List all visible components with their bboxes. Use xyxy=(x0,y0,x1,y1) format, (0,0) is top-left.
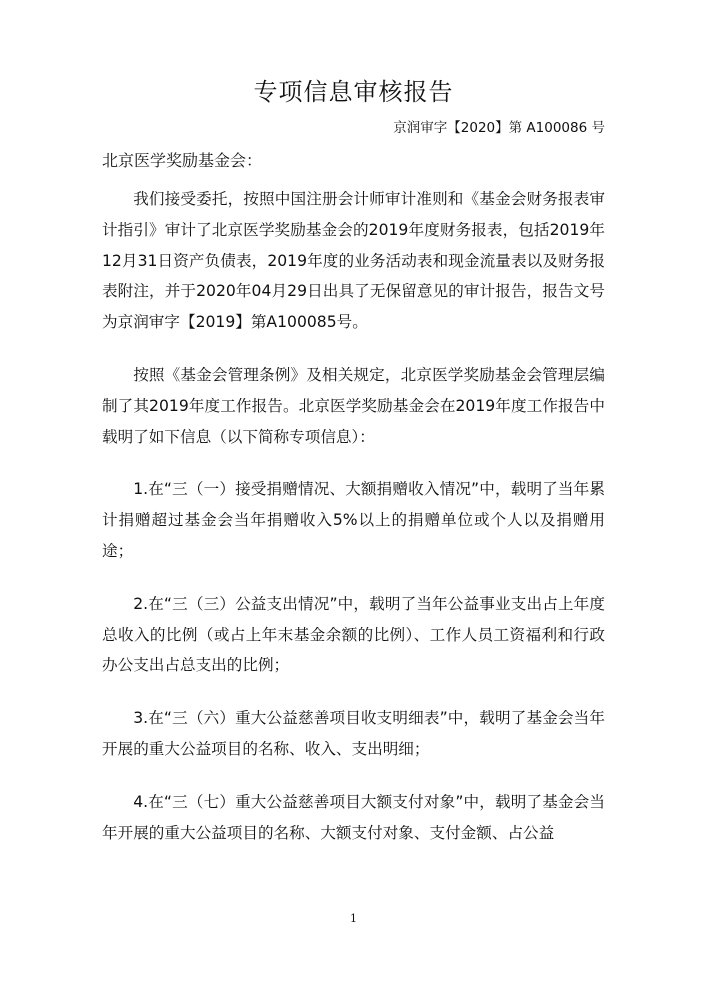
paragraph-management-report: 按照《基金会管理条例》及相关规定，北京医学奖励基金会管理层编制了其2019年度工作报告。北京医学奖励基金会在2019年度工作报告中载明了如下信息（以下简称专项信息）： xyxy=(102,365,605,446)
page-number: 1 xyxy=(350,912,357,925)
list-item-1: 1.在“三（一）接受捐赠情况、大额捐赠收入情况”中，载明了当年累计捐赠超过基金会当年捐赠收入5%以上的捐赠单位或个人以及捐赠用途； xyxy=(102,480,605,560)
addressee: 北京医学奖励基金会： xyxy=(102,151,263,170)
list-item-4: 4.在“三（七）重大公益慈善项目大额支付对象”中，载明了基金会当年开展的重大公益项目的名称、大额支付对象、支付金额、占公益 xyxy=(102,792,605,842)
list-item-2: 2.在“三（三）公益支出情况”中，载明了当年公益事业支出占上年度总收入的比例（或占上年末基金余额的比例）、工作人员工资福利和行政办公支出占总支出的比例； xyxy=(102,594,605,675)
document-title: 专项信息审核报告 xyxy=(253,78,454,106)
document-body xyxy=(102,184,605,870)
document-number: 京润审字【2020】第 A100086 号 xyxy=(393,120,605,136)
paragraph-engagement: 我们接受委托，按照中国注册会计师审计准则和《基金会财务报表审计指引》审计了北京医学奖励基金会的2019年度财务报表，包括2019年12月31日资产负债表，2019年度的业务活动表和现金流量表以及财务报表附注，并于2020年04月29日出具了无保留意见的审计报告，报告文号为京润审字【2019】第A100085号。 xyxy=(102,190,605,332)
list-item-3: 3.在“三（六）重大公益慈善项目收支明细表”中，载明了基金会当年开展的重大公益项目的名称、收入、支出明细； xyxy=(102,709,605,758)
